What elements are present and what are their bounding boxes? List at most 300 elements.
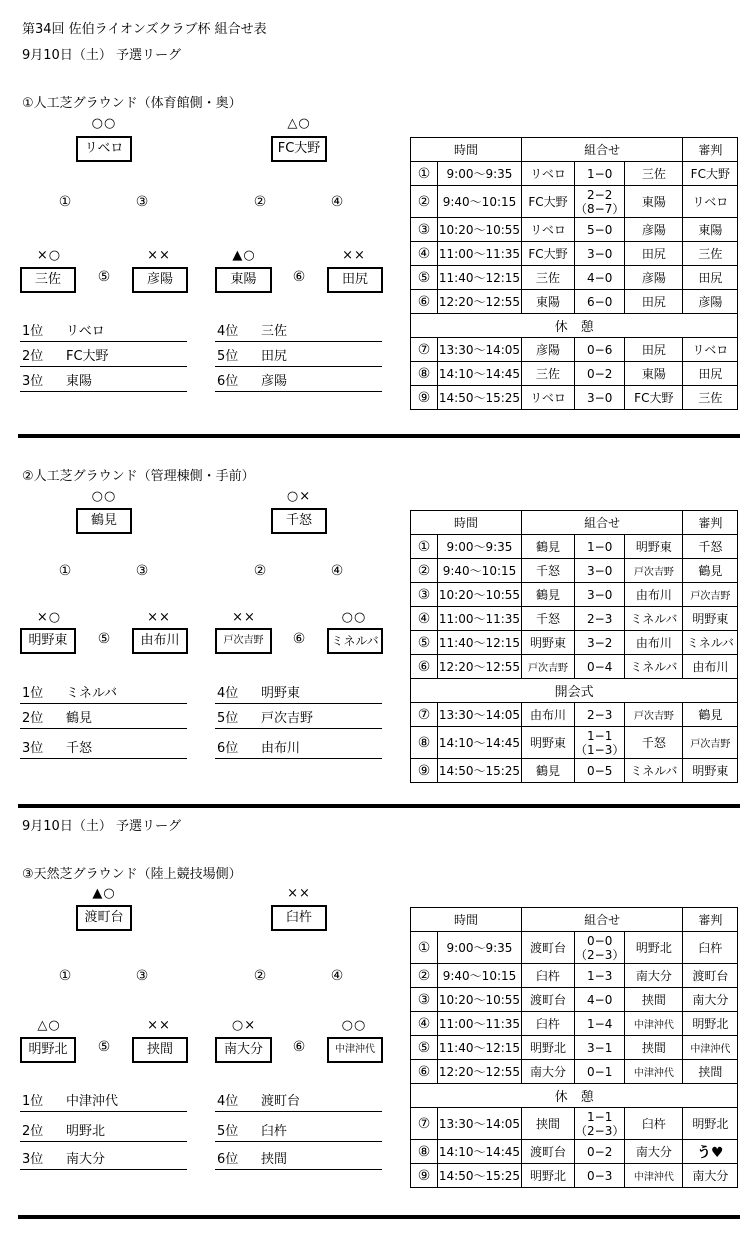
rank-team: 南大分	[66, 1152, 106, 1167]
referee: 鶴見	[683, 703, 738, 727]
team-result-marks: ××	[147, 1018, 171, 1033]
break-label: 休 憩	[411, 314, 738, 338]
ranking-row	[20, 368, 187, 392]
table-row	[411, 386, 738, 410]
referee: 東陽	[683, 218, 738, 242]
team-box: 鶴見	[76, 508, 132, 534]
team-a: 臼杵	[522, 964, 575, 988]
team-b: FC大野	[625, 386, 683, 410]
ranking-row	[215, 1146, 382, 1170]
team-b: 中津沖代	[625, 1060, 683, 1084]
referee: リベロ	[683, 186, 738, 218]
team-a: 千怒	[522, 559, 575, 583]
match-time: 13:30～14:05	[438, 338, 522, 362]
team-b: 田尻	[625, 290, 683, 314]
header-match: 組合せ	[522, 511, 683, 535]
team-box: 由布川	[132, 628, 188, 654]
match-schedule-table	[410, 137, 738, 410]
score: 3−2	[575, 631, 625, 655]
rank-position: 5位	[217, 711, 239, 726]
team-result-marks: ○○	[91, 489, 117, 504]
team-b: 由布川	[625, 631, 683, 655]
team-b: 田尻	[625, 242, 683, 266]
team-a: 鶴見	[522, 583, 575, 607]
match-no: ⑨	[411, 759, 438, 783]
team-result-marks: ▲○	[92, 886, 116, 901]
page-date: 9月10日（土） 予選リーグ	[22, 48, 181, 63]
pk-score: （2−3）	[575, 947, 625, 962]
match-no: ⑧	[411, 362, 438, 386]
match-no: ⑧	[411, 1140, 438, 1164]
score: 3−0	[575, 242, 625, 266]
ranking-row	[215, 1088, 382, 1112]
ranking-row	[215, 680, 382, 704]
rank-position: 4位	[217, 1094, 239, 1109]
score: 0−5	[575, 759, 625, 783]
referee: 明野東	[683, 607, 738, 631]
team-box: 挟間	[132, 1037, 188, 1063]
ranking-row	[20, 1118, 187, 1142]
match-time: 9:40～10:15	[438, 559, 522, 583]
referee: 中津沖代	[683, 1036, 738, 1060]
team-box: 中津沖代	[327, 1037, 383, 1063]
score: 3−0	[575, 386, 625, 410]
match-time: 9:40～10:15	[438, 186, 522, 218]
team-a: リベロ	[522, 386, 575, 410]
score: 0−2	[575, 1140, 625, 1164]
team-result-marks: ○○	[91, 116, 117, 131]
match-no: ③	[411, 218, 438, 242]
rank-team: 田尻	[261, 349, 288, 364]
score: 0−2	[575, 362, 625, 386]
ranking-row	[20, 705, 187, 729]
match-number: ④	[330, 194, 344, 210]
team-result-marks: ××	[147, 248, 171, 263]
match-time: 12:20～12:55	[438, 290, 522, 314]
referee: 三佐	[683, 386, 738, 410]
table-row	[411, 162, 738, 186]
ranking-row	[215, 368, 382, 392]
score: 1−4	[575, 1012, 625, 1036]
rank-position: 2位	[22, 349, 44, 364]
table-row	[411, 186, 738, 218]
team-a: FC大野	[522, 186, 575, 218]
team-box: 東陽	[215, 267, 272, 293]
referee: 彦陽	[683, 290, 738, 314]
pk-score: （8−7）	[575, 201, 625, 216]
match-number: ①	[58, 968, 72, 984]
team-box: 田尻	[327, 267, 383, 293]
ranking-row	[20, 1088, 187, 1112]
referee: 南大分	[683, 988, 738, 1012]
table-row	[411, 727, 738, 759]
score: 3−0	[575, 559, 625, 583]
break-row	[411, 314, 738, 338]
table-row	[411, 607, 738, 631]
match-number: ④	[330, 968, 344, 984]
match-number: ⑥	[292, 631, 306, 647]
team-result-marks: ××	[147, 610, 171, 625]
score: 4−0	[575, 266, 625, 290]
team-result-marks: ▲○	[232, 248, 256, 263]
match-number: ②	[253, 968, 267, 984]
team-a: 渡町台	[522, 932, 575, 964]
team-a: リベロ	[522, 218, 575, 242]
table-row	[411, 1060, 738, 1084]
team-a: 渡町台	[522, 1140, 575, 1164]
table-row	[411, 242, 738, 266]
rank-position: 5位	[217, 1124, 239, 1139]
team-b: 彦陽	[625, 218, 683, 242]
match-number: ②	[253, 194, 267, 210]
match-no: ③	[411, 988, 438, 1012]
table-row	[411, 583, 738, 607]
match-time: 11:00～11:35	[438, 1012, 522, 1036]
match-number: ⑤	[97, 269, 111, 285]
team-b: 中津沖代	[625, 1164, 683, 1188]
match-time: 14:50～15:25	[438, 1164, 522, 1188]
referee: FC大野	[683, 162, 738, 186]
match-time: 10:20～10:55	[438, 218, 522, 242]
section-divider	[18, 804, 740, 808]
score: 0−1	[575, 1060, 625, 1084]
match-no: ⑥	[411, 290, 438, 314]
score: 4−0	[575, 988, 625, 1012]
rank-team: 明野北	[66, 1124, 106, 1139]
match-time: 14:10～14:45	[438, 362, 522, 386]
team-a: 挟間	[522, 1108, 575, 1140]
team-result-marks: ○○	[341, 1018, 367, 1033]
team-b: 彦陽	[625, 266, 683, 290]
team-result-marks: ○×	[231, 1018, 257, 1033]
table-row	[411, 338, 738, 362]
team-result-marks: ×○	[36, 248, 62, 263]
header-time: 時間	[411, 138, 522, 162]
rank-position: 1位	[22, 686, 44, 701]
rank-position: 3位	[22, 741, 44, 756]
team-a: リベロ	[522, 162, 575, 186]
team-a: 臼杵	[522, 1012, 575, 1036]
score: 5−0	[575, 218, 625, 242]
table-row	[411, 266, 738, 290]
match-time: 11:40～12:15	[438, 1036, 522, 1060]
score-cell	[575, 932, 625, 964]
match-number: ⑥	[292, 269, 306, 285]
match-number: ④	[330, 563, 344, 579]
score: 0−3	[575, 1164, 625, 1188]
score: 0−0	[587, 933, 613, 948]
match-time: 9:00～9:35	[438, 535, 522, 559]
ranking-row	[215, 318, 382, 342]
match-time: 12:20～12:55	[438, 655, 522, 679]
referee: 千怒	[683, 535, 738, 559]
match-number: ①	[58, 563, 72, 579]
team-a: 明野北	[522, 1164, 575, 1188]
team-result-marks: △○	[37, 1018, 61, 1033]
team-result-marks: △○	[287, 116, 311, 131]
header-match: 組合せ	[522, 138, 683, 162]
match-no: ①	[411, 932, 438, 964]
match-number: ③	[135, 968, 149, 984]
team-b: ミネルバ	[625, 607, 683, 631]
ranking-row	[215, 735, 382, 759]
rank-position: 1位	[22, 324, 44, 339]
ranking-row	[20, 318, 187, 342]
rank-position: 3位	[22, 374, 44, 389]
team-a: 千怒	[522, 607, 575, 631]
rank-position: 5位	[217, 349, 239, 364]
match-no: ④	[411, 607, 438, 631]
team-b: 三佐	[625, 162, 683, 186]
section-date: 9月10日（土） 予選リーグ	[22, 819, 181, 834]
rank-team: 由布川	[261, 741, 301, 756]
match-no: ⑥	[411, 1060, 438, 1084]
team-result-marks: ××	[232, 610, 256, 625]
match-time: 11:00～11:35	[438, 242, 522, 266]
team-a: 鶴見	[522, 535, 575, 559]
page-title: 第34回 佐伯ライオンズクラブ杯 組合せ表	[22, 22, 267, 37]
match-no: ①	[411, 535, 438, 559]
table-row	[411, 655, 738, 679]
table-row	[411, 1140, 738, 1164]
score-cell	[575, 727, 625, 759]
score: 1−1	[587, 1109, 613, 1124]
table-row	[411, 535, 738, 559]
score: 2−3	[575, 607, 625, 631]
table-row	[411, 964, 738, 988]
referee: 戸次吉野	[683, 727, 738, 759]
break-label: 休 憩	[411, 1084, 738, 1108]
rank-team: 挟間	[261, 1152, 288, 1167]
match-no: ④	[411, 242, 438, 266]
team-a: 鶴見	[522, 759, 575, 783]
header-time: 時間	[411, 511, 522, 535]
score: 1−0	[575, 162, 625, 186]
match-number: ③	[135, 194, 149, 210]
header-referee: 審判	[683, 908, 738, 932]
team-a: 戸次吉野	[522, 655, 575, 679]
rank-team: リベロ	[66, 324, 105, 339]
team-box: 明野東	[20, 628, 76, 654]
table-row	[411, 559, 738, 583]
ranking-row	[215, 705, 382, 729]
match-number: ①	[58, 194, 72, 210]
score: 3−0	[575, 583, 625, 607]
team-a: 明野東	[522, 631, 575, 655]
referee: リベロ	[683, 338, 738, 362]
team-a: 彦陽	[522, 338, 575, 362]
team-b: 東陽	[625, 362, 683, 386]
rank-team: 彦陽	[261, 374, 288, 389]
match-no: ⑤	[411, 1036, 438, 1060]
match-no: ②	[411, 559, 438, 583]
team-box: 三佐	[20, 267, 76, 293]
score: 0−6	[575, 338, 625, 362]
table-row	[411, 631, 738, 655]
team-b: 南大分	[625, 1140, 683, 1164]
match-time: 11:40～12:15	[438, 631, 522, 655]
rank-position: 2位	[22, 1124, 44, 1139]
section-divider	[18, 434, 740, 438]
ranking-row	[20, 735, 187, 759]
match-time: 12:20～12:55	[438, 1060, 522, 1084]
match-schedule-table	[410, 510, 738, 783]
rank-team: 渡町台	[261, 1094, 301, 1109]
table-row	[411, 988, 738, 1012]
match-no: ⑤	[411, 266, 438, 290]
score-cell	[575, 186, 625, 218]
team-b: 戸次吉野	[625, 559, 683, 583]
team-a: 三佐	[522, 362, 575, 386]
match-no: ⑤	[411, 631, 438, 655]
team-box: 彦陽	[132, 267, 188, 293]
match-no: ④	[411, 1012, 438, 1036]
team-box: 渡町台	[76, 905, 132, 931]
score: 0−4	[575, 655, 625, 679]
rank-team: 臼杵	[261, 1124, 288, 1139]
team-box: 明野北	[20, 1037, 76, 1063]
team-b: 中津沖代	[625, 1012, 683, 1036]
score: 1−1	[587, 728, 613, 743]
score-cell	[575, 1108, 625, 1140]
section-divider	[18, 1215, 740, 1219]
referee: 由布川	[683, 655, 738, 679]
rank-position: 3位	[22, 1152, 44, 1167]
referee: 田尻	[683, 266, 738, 290]
score: 1−3	[575, 964, 625, 988]
team-a: 由布川	[522, 703, 575, 727]
ranking-row	[215, 1118, 382, 1142]
team-box: 南大分	[215, 1037, 272, 1063]
team-box: リベロ	[76, 136, 132, 162]
rank-team: ミネルバ	[66, 686, 118, 701]
team-result-marks: ××	[287, 886, 311, 901]
team-b: 南大分	[625, 964, 683, 988]
match-time: 14:10～14:45	[438, 1140, 522, 1164]
match-no: ①	[411, 162, 438, 186]
match-time: 11:40～12:15	[438, 266, 522, 290]
ranking-row	[215, 343, 382, 367]
score: 2−2	[587, 187, 613, 202]
table-row	[411, 1108, 738, 1140]
team-b: 戸次吉野	[625, 703, 683, 727]
pk-score: （1−3）	[575, 742, 625, 757]
rank-position: 2位	[22, 711, 44, 726]
match-no: ③	[411, 583, 438, 607]
match-no: ⑦	[411, 703, 438, 727]
match-time: 10:20～10:55	[438, 583, 522, 607]
team-box: FC大野	[271, 136, 327, 162]
rank-position: 4位	[217, 324, 239, 339]
team-a: 南大分	[522, 1060, 575, 1084]
score: 3−1	[575, 1036, 625, 1060]
header-time: 時間	[411, 908, 522, 932]
rank-position: 1位	[22, 1094, 44, 1109]
team-a: 東陽	[522, 290, 575, 314]
table-row	[411, 1012, 738, 1036]
table-row	[411, 1036, 738, 1060]
ranking-row	[20, 1146, 187, 1170]
team-a: 三佐	[522, 266, 575, 290]
section-title: ②人工芝グラウンド（管理棟側・手前）	[22, 469, 255, 484]
referee: 臼杵	[683, 932, 738, 964]
section-title: ③天然芝グラウンド（陸上競技場側）	[22, 867, 242, 882]
table-row	[411, 290, 738, 314]
referee: 田尻	[683, 362, 738, 386]
match-no: ②	[411, 964, 438, 988]
match-number: ⑤	[97, 631, 111, 647]
table-row	[411, 759, 738, 783]
match-time: 13:30～14:05	[438, 703, 522, 727]
table-row	[411, 932, 738, 964]
break-row	[411, 1084, 738, 1108]
rank-team: 戸次吉野	[261, 711, 314, 726]
pk-score: （2−3）	[575, 1123, 625, 1138]
referee: 鶴見	[683, 559, 738, 583]
match-number: ⑤	[97, 1039, 111, 1055]
team-b: 由布川	[625, 583, 683, 607]
table-row	[411, 703, 738, 727]
rank-team: 明野東	[261, 686, 301, 701]
team-b: ミネルバ	[625, 759, 683, 783]
team-result-marks: ○○	[341, 610, 367, 625]
rank-team: 千怒	[66, 741, 93, 756]
team-a: 明野北	[522, 1036, 575, 1060]
match-no: ⑨	[411, 1164, 438, 1188]
team-b: ミネルバ	[625, 655, 683, 679]
break-label: 開会式	[411, 679, 738, 703]
match-time: 10:20～10:55	[438, 988, 522, 1012]
team-b: 田尻	[625, 338, 683, 362]
score: 2−3	[575, 703, 625, 727]
break-row	[411, 679, 738, 703]
team-b: 臼杵	[625, 1108, 683, 1140]
team-a: 渡町台	[522, 988, 575, 1012]
section-title: ①人工芝グラウンド（体育館側・奥）	[22, 96, 242, 111]
rank-position: 6位	[217, 1152, 239, 1167]
referee: う♥	[683, 1140, 738, 1164]
referee: 挟間	[683, 1060, 738, 1084]
rank-team: FC大野	[66, 349, 109, 364]
team-b: 東陽	[625, 186, 683, 218]
team-b: 明野北	[625, 932, 683, 964]
team-result-marks: ××	[342, 248, 366, 263]
rank-team: 鶴見	[66, 711, 93, 726]
table-header-row	[411, 511, 738, 535]
team-b: 挟間	[625, 988, 683, 1012]
rank-team: 三佐	[261, 324, 288, 339]
team-box: 戸次吉野	[215, 628, 272, 654]
referee: 渡町台	[683, 964, 738, 988]
rank-position: 6位	[217, 374, 239, 389]
score: 1−0	[575, 535, 625, 559]
score: 6−0	[575, 290, 625, 314]
team-result-marks: ×○	[36, 610, 62, 625]
rank-position: 4位	[217, 686, 239, 701]
referee: 明野東	[683, 759, 738, 783]
match-time: 9:00～9:35	[438, 162, 522, 186]
rank-position: 6位	[217, 741, 239, 756]
match-no: ⑦	[411, 338, 438, 362]
team-b: 千怒	[625, 727, 683, 759]
table-row	[411, 218, 738, 242]
match-no: ⑨	[411, 386, 438, 410]
table-row	[411, 362, 738, 386]
match-no: ⑦	[411, 1108, 438, 1140]
header-referee: 審判	[683, 138, 738, 162]
rank-team: 東陽	[66, 374, 93, 389]
match-no: ②	[411, 186, 438, 218]
